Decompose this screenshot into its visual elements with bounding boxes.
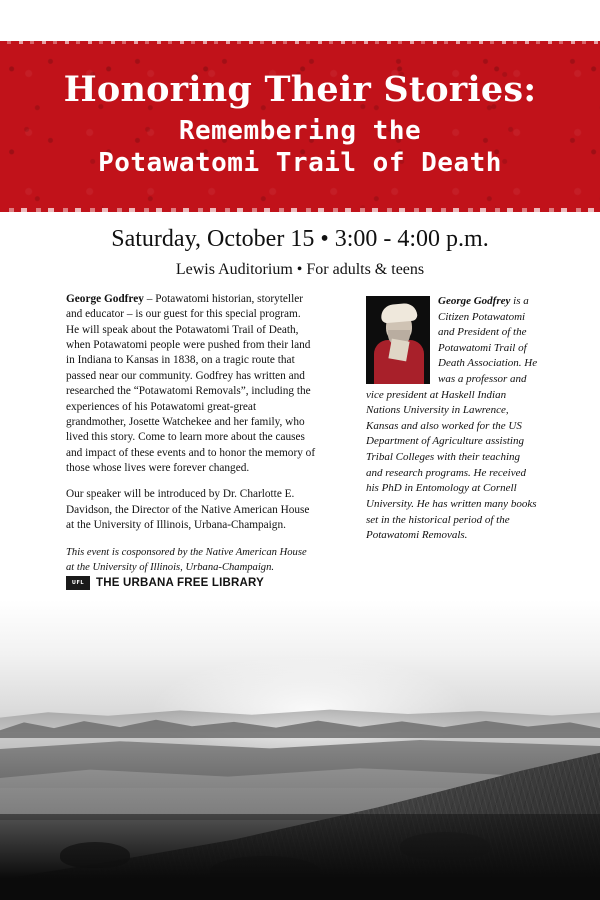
portrait-collar-shape bbox=[388, 339, 409, 362]
subtitle-line-1: Remembering the bbox=[178, 115, 422, 146]
description-paragraph-1 bbox=[66, 292, 316, 476]
description-paragraph-2: Our speaker will be introduced by Dr. Charlotte E. Davidson, the Director of the Native American House at the University of Illinois, Urbana-Champaign. bbox=[66, 488, 310, 532]
landscape-photo bbox=[0, 600, 600, 900]
page-subtitle bbox=[98, 115, 502, 180]
page-title: Honoring Their Stories: bbox=[63, 69, 537, 111]
bio-column bbox=[366, 294, 538, 544]
description-column bbox=[66, 292, 316, 586]
bio-text: is a Citizen Potawatomi and President of the Potawatomi Trail of Death Association. He was a professor and vice president at Haskell Indian Nations University in Lawrence, Kansas and also worked for the US Department of Agriculture assisting Tribal Colleges with their teaching and research programs. He received his PhD in Entomology at Cornell University. He has written many books set in the historical period of the Potawatomi Removals. bbox=[366, 295, 538, 542]
cosponsor-note: This event is cosponsored by the Native American House at the University of Illinois, Urbana-Champaign. bbox=[66, 547, 307, 573]
title-banner bbox=[0, 44, 600, 208]
event-venue: Lewis Auditorium • For adults & teens bbox=[175, 261, 425, 278]
speaker-portrait-image bbox=[366, 296, 430, 384]
library-logo-mark-text: UFL bbox=[71, 580, 85, 586]
portrait-headwrap-shape bbox=[380, 302, 417, 323]
photo-foreground bbox=[0, 814, 600, 900]
speaker-name: George Godfrey bbox=[66, 293, 144, 305]
library-logo-label: THE URBANA FREE LIBRARY bbox=[96, 577, 264, 589]
library-logo-icon bbox=[66, 576, 90, 590]
bio-name: George Godfrey bbox=[438, 295, 511, 307]
subtitle-line-2: Potawatomi Trail of Death bbox=[98, 148, 502, 179]
event-date: Saturday, October 15 • 3:00 - 4:00 p.m. bbox=[111, 226, 489, 252]
library-logo bbox=[66, 576, 264, 590]
description-paragraph-1-text: – Potawatomi historian, storyteller and educator – is our guest for this special program. He will speak about the Potawatomi Trail of Death, when Potawatomi people were pushed from their land in Indiana to Kansas in 1838, on a tragic route that passed near our community. Godfrey has written and researched the “Potawatomi Removals”, including the experiences of his Potawatomi great-great grandmother, Josette Watchekee and her family, who lived this story. Come to learn more about the causes and impact of these events and to honor the memory of those whose lives were forever changed. bbox=[66, 293, 316, 474]
